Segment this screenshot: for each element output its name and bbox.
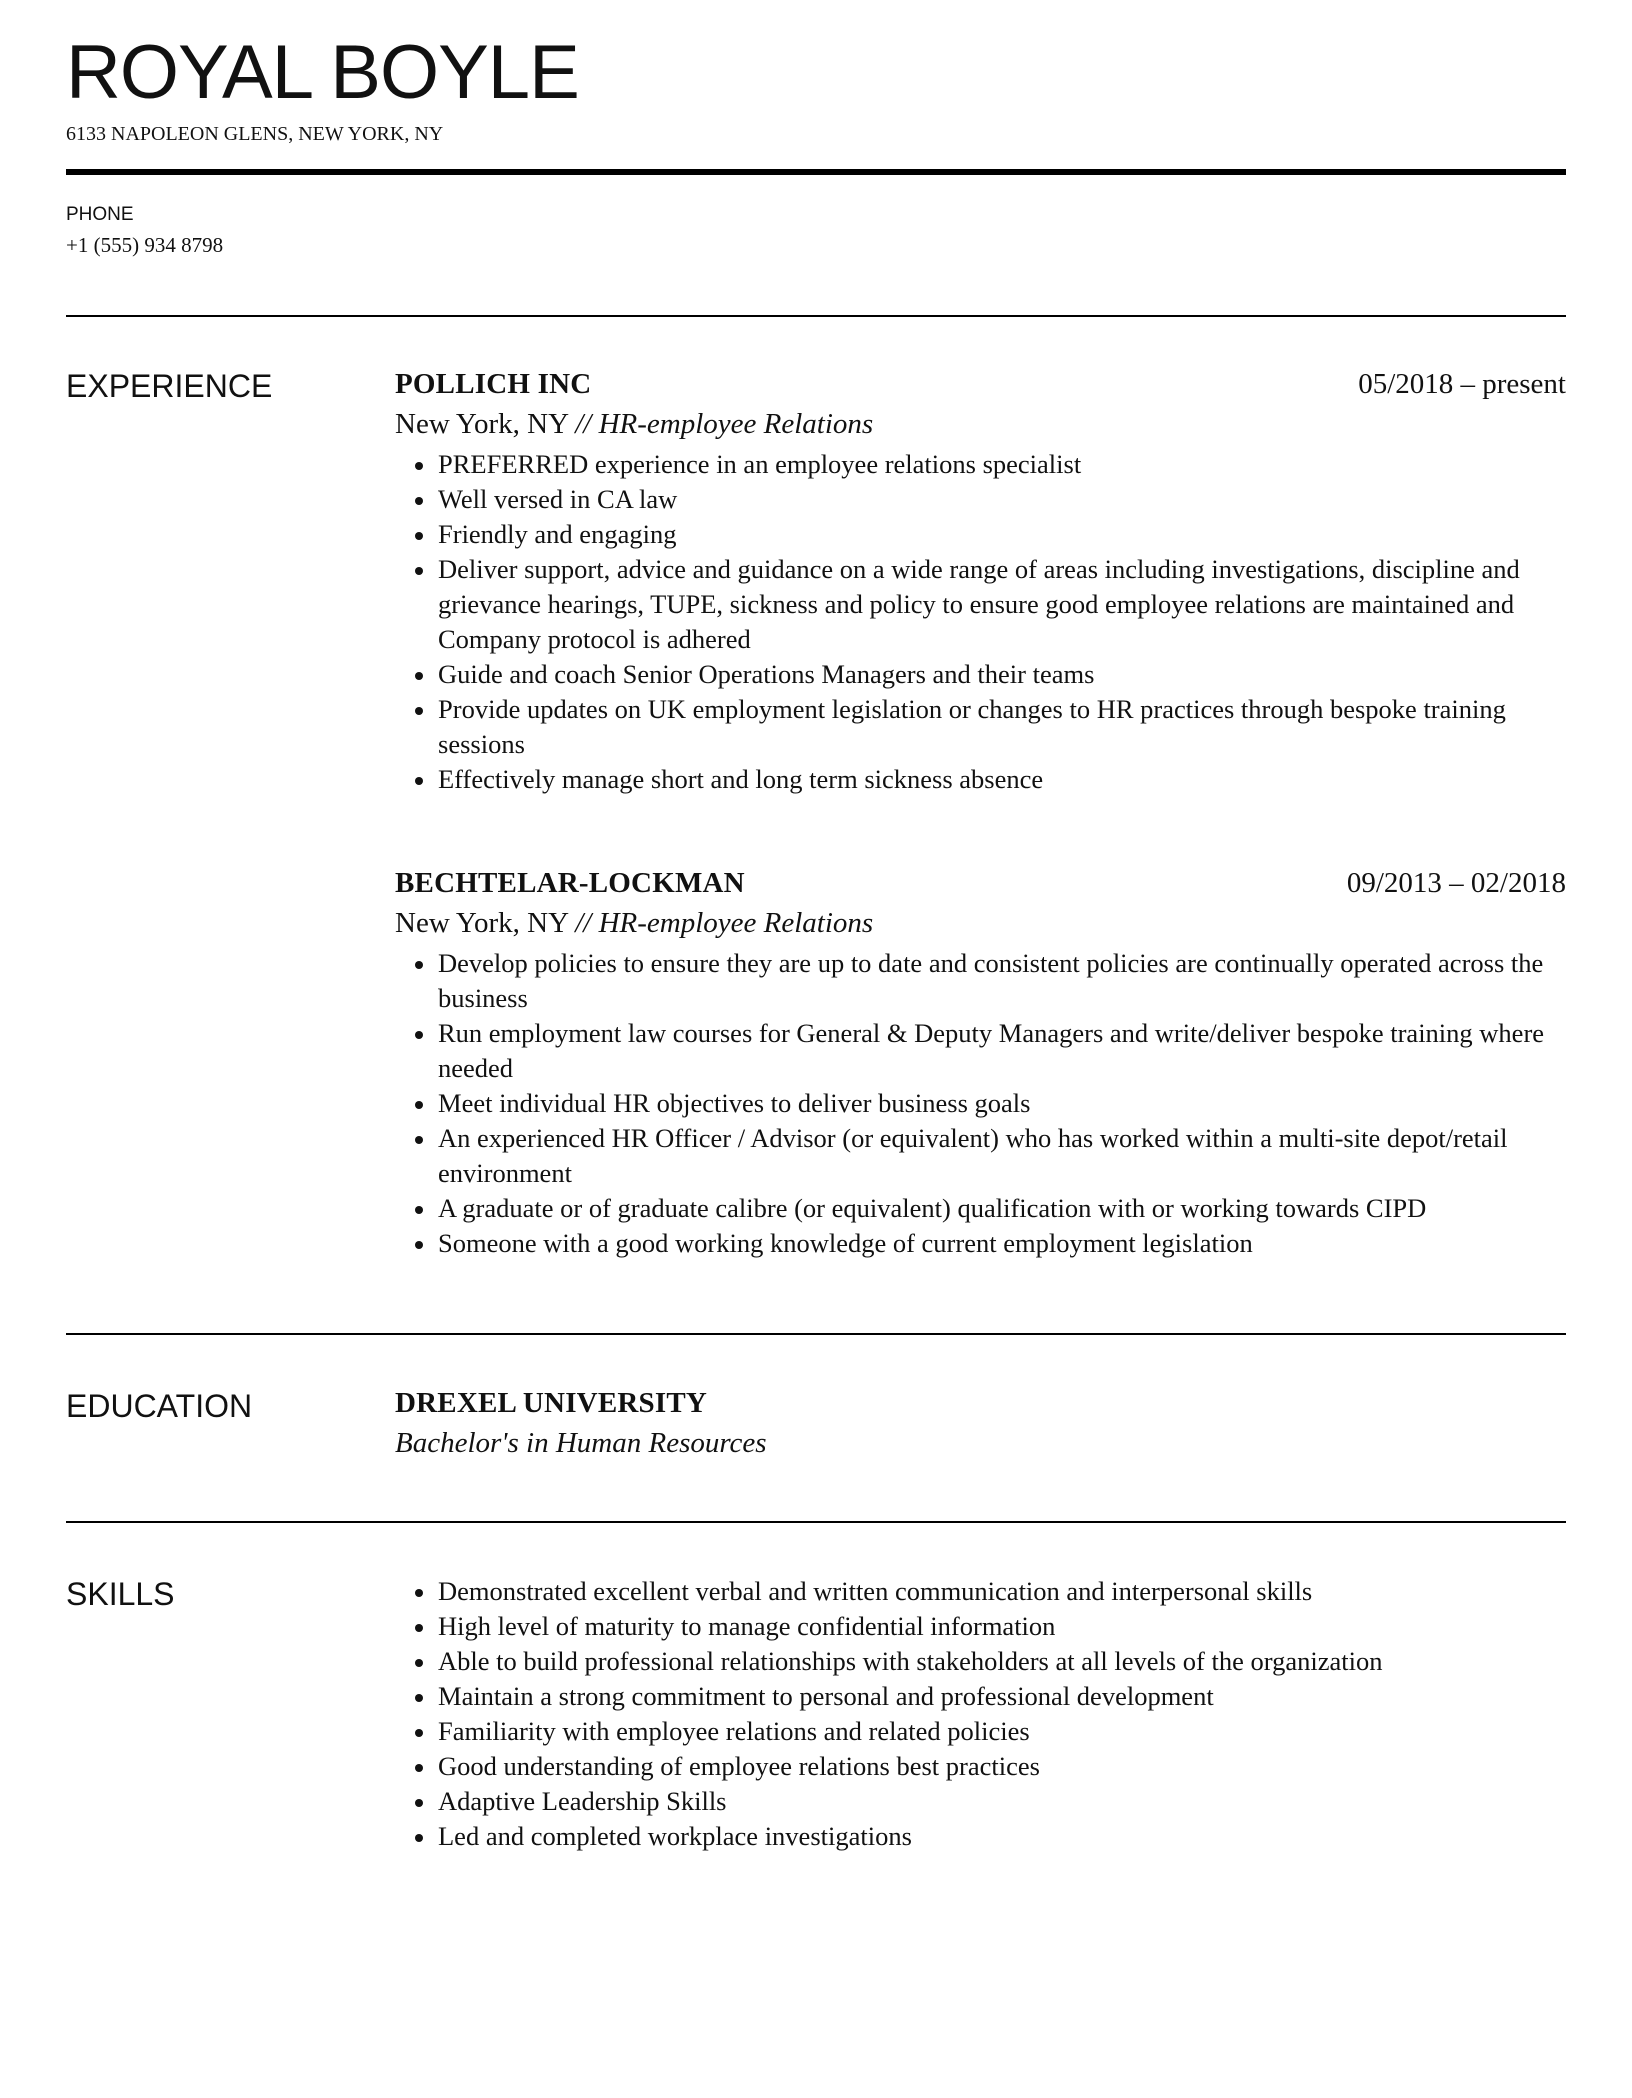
job-separator: // xyxy=(575,408,592,440)
bullet-item: Well versed in CA law xyxy=(395,482,1566,517)
job-header xyxy=(395,863,1566,903)
bullet-item: A graduate or of graduate calibre (or equivalent) qualification with or working towards CIPD xyxy=(395,1191,1566,1226)
bullet-item: An experienced HR Officer / Advisor (or equivalent) who has worked within a multi-site depot/retail environment xyxy=(395,1121,1566,1191)
job-separator: // xyxy=(575,907,592,939)
skill-item: Demonstrated excellent verbal and written communication and interpersonal skills xyxy=(395,1574,1566,1609)
skills-list xyxy=(395,1574,1566,1854)
bullet-item: Deliver support, advice and guidance on a wide range of areas including investigations, discipline and grievance hearings, TUPE, sickness and policy to ensure good employee relations are maintained and Company protocol is adhered xyxy=(395,552,1566,657)
job-bullets xyxy=(395,946,1566,1261)
bullet-item: Run employment law courses for General & Deputy Managers and write/deliver bespoke training where needed xyxy=(395,1016,1566,1086)
bullet-item: Develop policies to ensure they are up to date and consistent policies are continually operated across the business xyxy=(395,946,1566,1016)
candidate-name: ROYAL BOYLE xyxy=(66,30,579,115)
education-section xyxy=(395,1383,1566,1463)
bullet-item: Provide updates on UK employment legislation or changes to HR practices through bespoke training sessions xyxy=(395,692,1566,762)
candidate-address: 6133 NAPOLEON GLENS, NEW YORK, NY xyxy=(66,123,444,145)
school-name: DREXEL UNIVERSITY xyxy=(395,1387,708,1419)
job-subline xyxy=(395,404,1566,444)
skill-item: Good understanding of employee relations best practices xyxy=(395,1749,1566,1784)
job-dates: 09/2013 – 02/2018 xyxy=(1346,867,1566,899)
bullet-item: Friendly and engaging xyxy=(395,517,1566,552)
job-header xyxy=(395,364,1566,404)
bullet-item: PREFERRED experience in an employee relations specialist xyxy=(395,447,1566,482)
skills-section xyxy=(395,1574,1566,1854)
job-bullets xyxy=(395,447,1566,797)
job-company: POLLICH INC xyxy=(395,368,592,400)
education-divider xyxy=(66,1521,1566,1523)
job-location: New York, NY xyxy=(395,408,568,440)
job-role: HR-employee Relations xyxy=(598,907,874,939)
bullet-item: Effectively manage short and long term sickness absence xyxy=(395,762,1566,797)
experience-heading: EXPERIENCE xyxy=(66,368,273,404)
contact-divider xyxy=(66,315,1566,317)
bullet-item: Someone with a good working knowledge of current employment legislation xyxy=(395,1226,1566,1261)
job-dates: 05/2018 – present xyxy=(1358,368,1566,400)
skill-item: Familiarity with employee relations and related policies xyxy=(395,1714,1566,1749)
job-role: HR-employee Relations xyxy=(598,408,874,440)
job-location: New York, NY xyxy=(395,907,568,939)
education-heading: EDUCATION xyxy=(66,1388,253,1424)
bullet-item: Guide and coach Senior Operations Managers and their teams xyxy=(395,657,1566,692)
skill-item: Maintain a strong commitment to personal and professional development xyxy=(395,1679,1566,1714)
skill-item: High level of maturity to manage confidential information xyxy=(395,1609,1566,1644)
experience-divider xyxy=(66,1333,1566,1335)
job-entry xyxy=(395,863,1566,1261)
job-entry xyxy=(395,364,1566,797)
degree-name: Bachelor's in Human Resources xyxy=(395,1427,767,1459)
skill-item: Adaptive Leadership Skills xyxy=(395,1784,1566,1819)
job-subline xyxy=(395,903,1566,943)
skill-item: Led and completed workplace investigations xyxy=(395,1819,1566,1854)
job-company: BECHTELAR-LOCKMAN xyxy=(395,867,745,899)
skills-heading: SKILLS xyxy=(66,1576,175,1612)
bullet-item: Meet individual HR objectives to deliver business goals xyxy=(395,1086,1566,1121)
phone-number: +1 (555) 934 8798 xyxy=(66,233,224,257)
header-divider xyxy=(66,169,1566,175)
phone-label: PHONE xyxy=(66,204,134,225)
skill-item: Able to build professional relationships with stakeholders at all levels of the organization xyxy=(395,1644,1566,1679)
